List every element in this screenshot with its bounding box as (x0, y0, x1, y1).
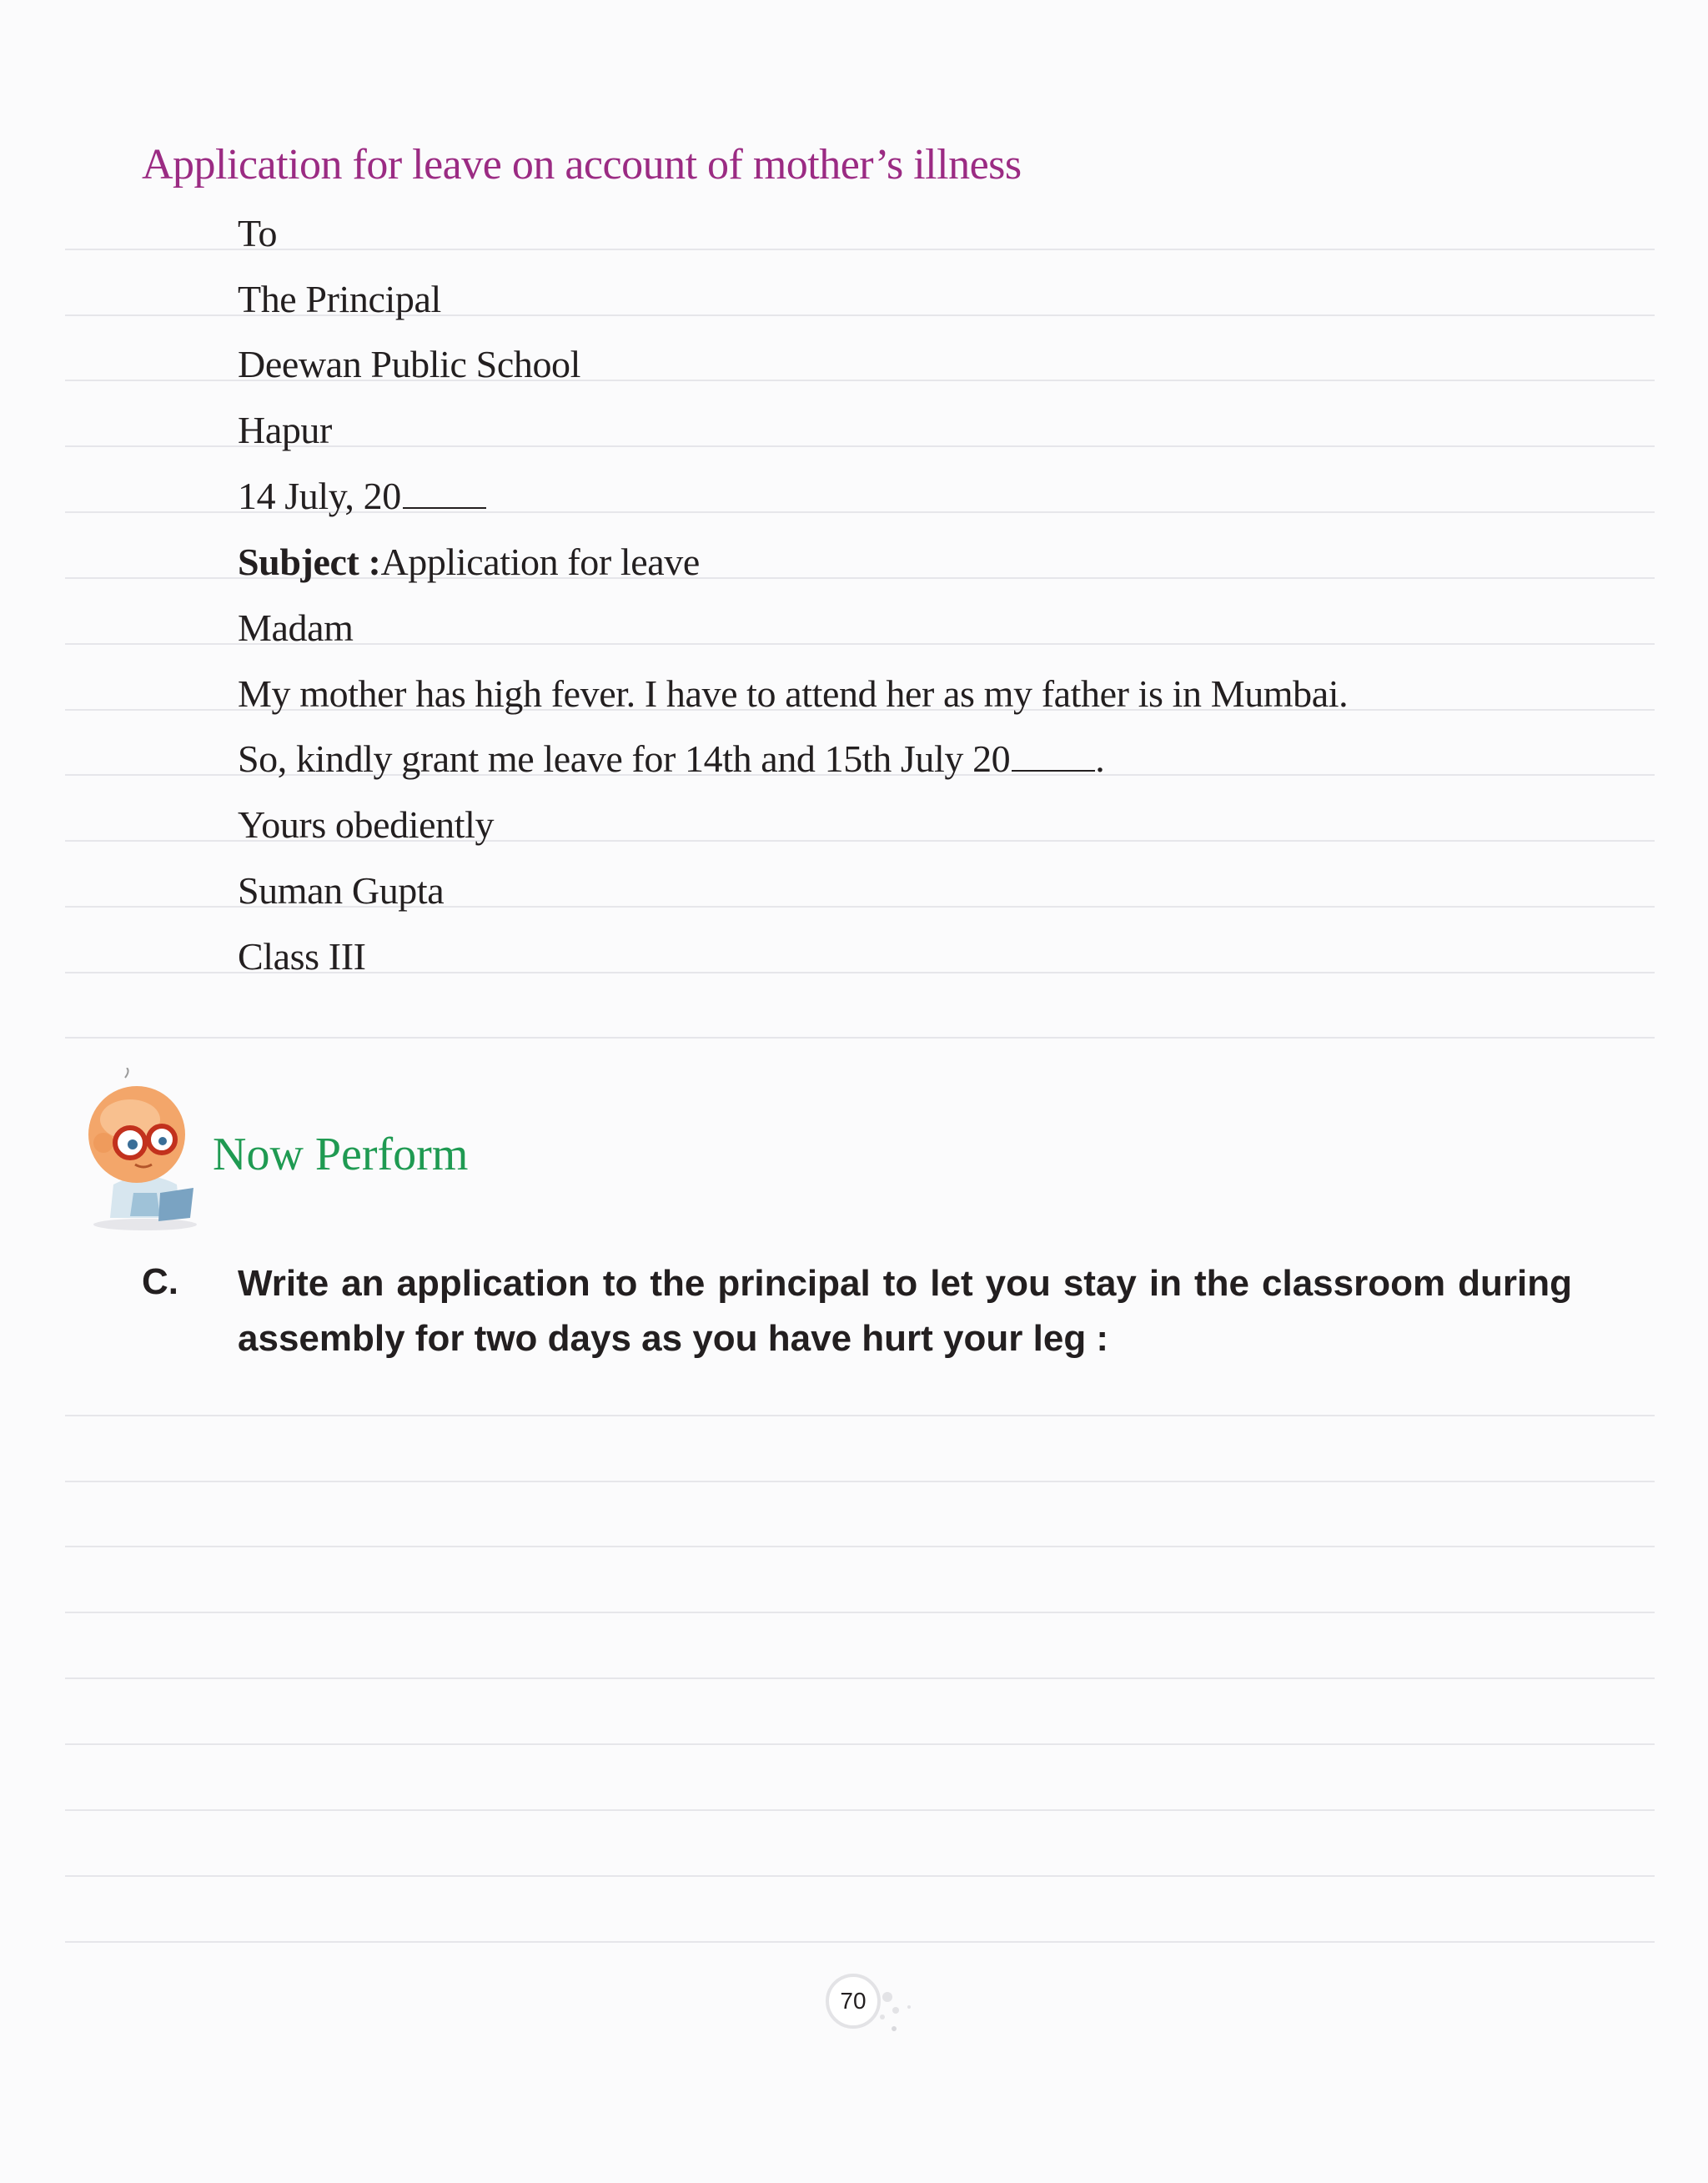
ruled-line (65, 249, 1655, 250)
ruled-line (65, 1037, 1655, 1039)
letter-subject-line (238, 539, 700, 586)
answer-line (65, 1809, 1655, 1811)
letter-date: 14 July, 20 (238, 475, 401, 517)
letter-addressee: The Principal (238, 278, 441, 320)
letter-to: To (238, 212, 278, 254)
page-number: 70 (826, 1974, 881, 2029)
letter-body-2-end: . (1095, 737, 1105, 780)
answer-line (65, 1875, 1655, 1877)
year-blank (403, 507, 486, 509)
subject-text: Application for leave (380, 541, 700, 583)
letter-body-2-line (238, 736, 1104, 782)
answer-line (65, 1743, 1655, 1745)
answer-line (65, 1415, 1655, 1416)
letter-body-2: So, kindly grant me leave for 14th and 15th July 20 (238, 737, 1011, 780)
letter-closing: Yours obediently (238, 803, 495, 846)
answer-line (65, 1677, 1655, 1679)
letter-school: Deewan Public School (238, 343, 581, 385)
letter-name: Suman Gupta (238, 869, 445, 912)
letter-salutation: Madam (238, 606, 354, 649)
year-blank (1012, 770, 1095, 772)
page-title: Application for leave on account of mother’s illness (142, 141, 1022, 189)
page-number-badge (826, 1974, 934, 2049)
question-text: Write an application to the principal to let you stay in the classroom during assembly for two days as you have hurt your leg : (238, 1263, 1572, 1359)
answer-line (65, 1612, 1655, 1613)
subject-label: Subject : (238, 541, 381, 583)
letter-body-1: My mother has high fever. I have to attend her as my father is in Mumbai. (238, 672, 1349, 715)
letter-class: Class III (238, 935, 366, 978)
mascot-reading-icon (80, 1068, 210, 1235)
answer-line (65, 1546, 1655, 1547)
section-heading: Now Perform (213, 1129, 469, 1180)
answer-line (65, 1941, 1655, 1943)
answer-line (65, 1481, 1655, 1482)
letter-date-line (238, 473, 486, 520)
paint-splash-icon (876, 1977, 926, 2035)
question-letter: C. (142, 1261, 178, 1302)
letter-city: Hapur (238, 409, 332, 451)
